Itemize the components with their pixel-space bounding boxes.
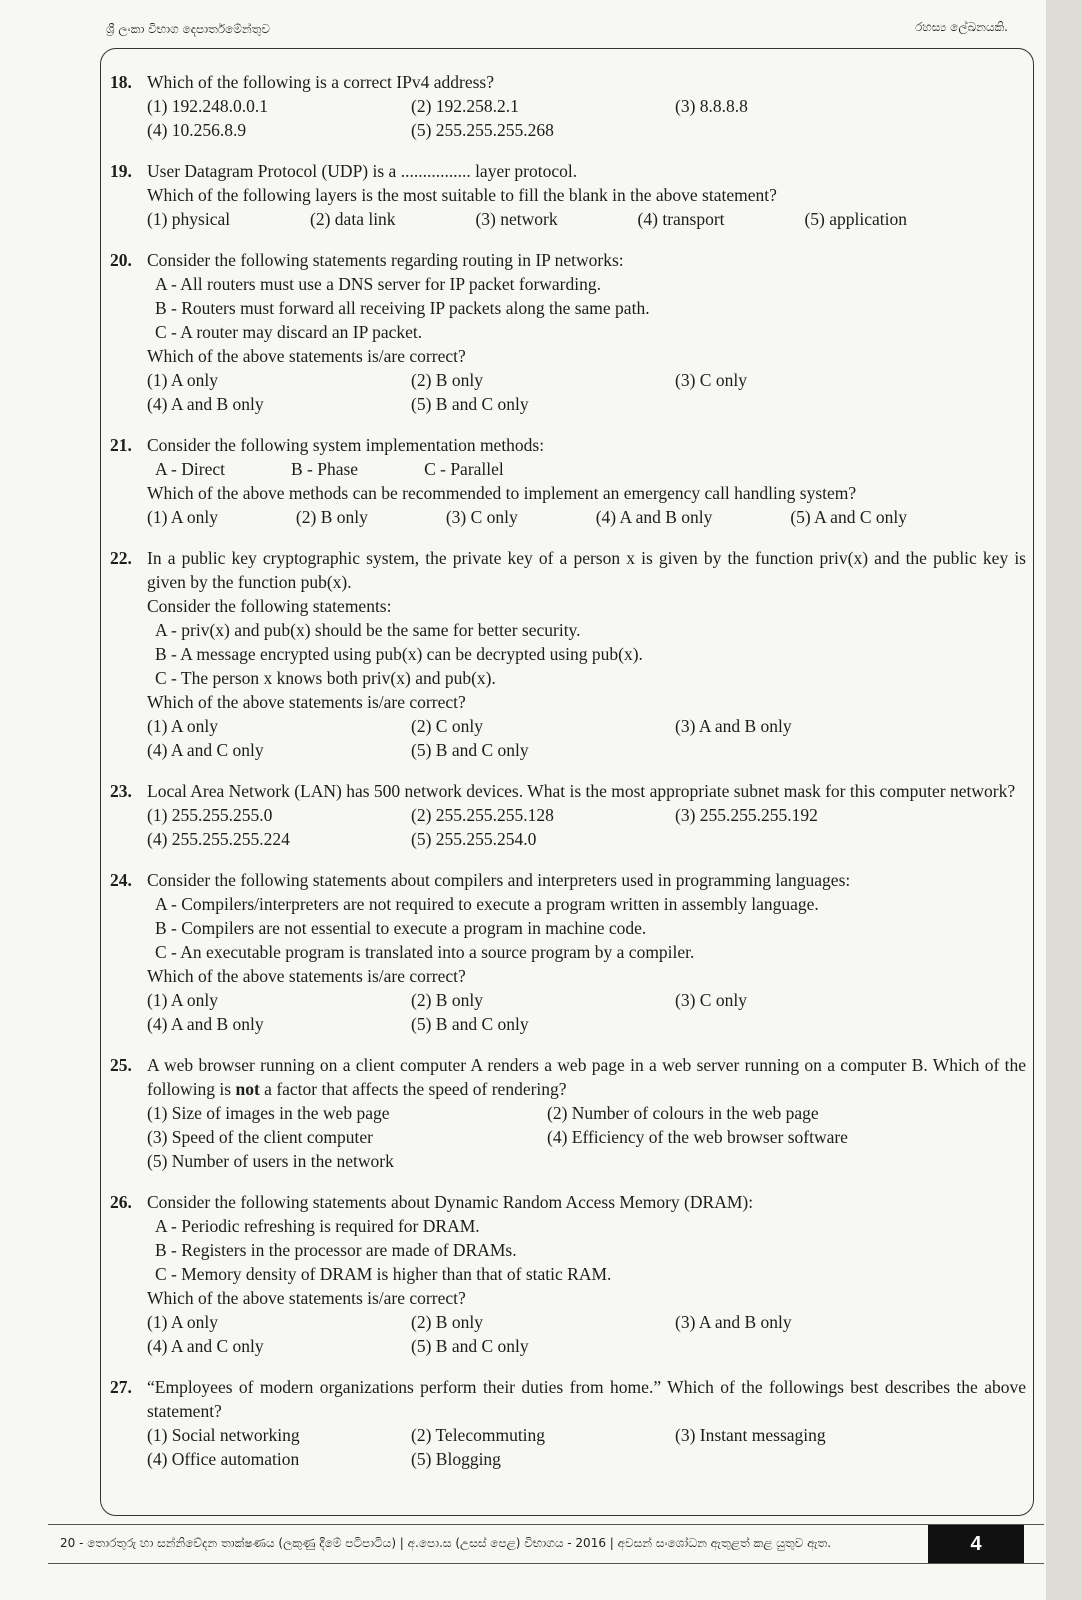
option[interactable]: (5) 255.255.254.0 [411,829,537,849]
question-number: 20. [110,250,132,270]
statement-a: A - Compilers/interpreters are not required to execute a program written in assembly language. [155,894,819,914]
question-stem: Local Area Network (LAN) has 500 network devices. What is the most appropriate subnet mask for this computer network? [147,781,1016,801]
option[interactable]: (2) Telecommuting [411,1425,546,1445]
options [147,1101,1026,1173]
statement-c: C - A router may discard an IP packet. [155,322,423,342]
option[interactable]: (3) A and B only [675,716,792,736]
option[interactable]: (1) Social networking [147,1425,300,1445]
option[interactable]: (3) C only [445,507,518,527]
option[interactable]: (3) 8.8.8.8 [675,96,748,116]
page-edge [1046,0,1082,1600]
question-stem: Which of the following is a correct IPv4 address? [147,72,494,92]
question-ask: Which of the above statements is/are correct? [147,1288,466,1308]
option[interactable]: (3) C only [675,370,747,390]
statement-c: C - The person x knows both priv(x) and pub(x). [155,668,496,688]
question-ask: Which of the above statements is/are correct? [147,692,466,712]
option[interactable]: (1) A only [147,1312,218,1332]
option[interactable]: (5) Number of users in the network [147,1151,394,1171]
question-number: 18. [110,72,132,92]
question-ask: Which of the above statements is/are correct? [147,346,466,366]
option[interactable]: (2) B only [411,370,483,390]
question-number: 27. [110,1377,132,1397]
option[interactable]: (5) A and C only [790,507,907,527]
statement-a: A - Periodic refreshing is required for DRAM. [155,1216,480,1236]
question-stem: User Datagram Protocol (UDP) is a ................ layer protocol. [147,161,578,181]
options [147,94,1026,142]
question-stem: A web browser running on a client computer A renders a web page in a web server running on a computer B. Which of the following is not a factor that affects the speed of rendering? [147,1055,1026,1099]
option[interactable]: (4) Office automation [147,1449,300,1469]
option[interactable]: (5) application [804,209,907,229]
option[interactable]: (1) A only [147,370,218,390]
question-26 [110,1190,1026,1358]
option[interactable]: (5) Blogging [411,1449,501,1469]
question-24 [110,868,1026,1036]
options [147,1423,1026,1471]
question-stem: “Employees of modern organizations perform their duties from home.” Which of the followings best describes the above statement? [147,1377,1026,1421]
statement-b: B - Registers in the processor are made of DRAMs. [155,1240,517,1260]
question-stem: In a public key cryptographic system, the private key of a person x is given by the function priv(x) and the public key is given by the function pub(x). [147,548,1026,592]
option[interactable]: (5) B and C only [411,394,529,414]
question-23 [110,779,1026,851]
option[interactable]: (2) C only [411,716,483,736]
question-22 [110,546,1026,762]
options [147,803,1026,851]
option[interactable]: (1) 192.248.0.0.1 [147,96,269,116]
options [147,368,1026,416]
question-number: 23. [110,781,132,801]
question-number: 21. [110,435,132,455]
question-21 [110,433,1026,529]
option[interactable]: (1) A only [147,990,218,1010]
option[interactable]: (5) B and C only [411,1014,529,1034]
option[interactable]: (4) A and C only [147,740,264,760]
option[interactable]: (4) 10.256.8.9 [147,120,247,140]
question-stem: Consider the following statements about Dynamic Random Access Memory (DRAM): [147,1192,754,1212]
statement-c: C - An executable program is translated into a source program by a compiler. [155,942,695,962]
option[interactable]: (3) 255.255.255.192 [675,805,818,825]
question-19 [110,159,1026,231]
option[interactable]: (3) A and B only [675,1312,792,1332]
option[interactable]: (3) C only [675,990,747,1010]
option[interactable]: (5) 255.255.255.268 [411,120,554,140]
question-stem: Consider the following statements about compilers and interpreters used in programming languages: [147,870,851,890]
method-c: C - Parallel [424,459,504,479]
statement-a: A - All routers must use a DNS server for IP packet forwarding. [155,274,601,294]
question-stem: Consider the following statements regarding routing in IP networks: [147,250,624,270]
option[interactable]: (1) Size of images in the web page [147,1103,390,1123]
option[interactable]: (4) A and B only [147,1014,264,1034]
option[interactable]: (4) A and B only [595,507,713,527]
questions-content [110,70,1026,1488]
statement-b: B - Compilers are not essential to execute a program in machine code. [155,918,647,938]
option[interactable]: (4) Efficiency of the web browser software [547,1127,848,1147]
statement-a: A - priv(x) and pub(x) should be the same for better security. [155,620,581,640]
question-27 [110,1375,1026,1471]
option[interactable]: (4) A and B only [147,394,264,414]
question-number: 26. [110,1192,132,1212]
option[interactable]: (1) A only [147,716,218,736]
question-stem: Consider the following system implementation methods: [147,435,545,455]
question-number: 25. [110,1055,132,1075]
question-ask: Which of the above methods can be recommended to implement an emergency call handling system? [147,483,857,503]
method-b: B - Phase [290,459,359,479]
option[interactable]: (4) 255.255.255.224 [147,829,290,849]
method-a: A - Direct [155,459,225,479]
statement-b: B - A message encrypted using pub(x) can be decrypted using pub(x). [155,644,643,664]
question-stem-2: Consider the following statements: [147,596,392,616]
statement-c: C - Memory density of DRAM is higher than that of static RAM. [155,1264,612,1284]
option[interactable]: (1) 255.255.255.0 [147,805,273,825]
statement-b: B - Routers must forward all receiving IP packets along the same path. [155,298,650,318]
options [147,207,907,231]
page-footer [48,1524,1044,1564]
option[interactable]: (3) Speed of the client computer [147,1127,373,1147]
question-18 [110,70,1026,142]
page-number: 4 [928,1525,1024,1563]
option[interactable]: (1) physical [147,209,231,229]
option[interactable]: (3) Instant messaging [675,1425,826,1445]
emphasis-not: not [235,1079,260,1099]
question-number: 22. [110,548,132,568]
option[interactable]: (2) 192.258.2.1 [411,96,519,116]
option[interactable]: (2) Number of colours in the web page [547,1103,819,1123]
footer-text: 20 - තොරතුරු හා සන්නිවේදන තාක්ෂණය (ලකුණු දීමේ පටිපාටිය) | අ.පො.ස (උසස් පෙළ) විභාගය - 2016 | අවසන් සංශෝධන ඇතුළත් කළ යුතුව ඇත. [60,1536,832,1550]
option[interactable]: (2) B only [295,507,368,527]
methods-list [155,457,1026,481]
option[interactable]: (4) A and C only [147,1336,264,1356]
question-number: 19. [110,161,132,181]
option[interactable]: (2) B only [411,990,483,1010]
option[interactable]: (5) B and C only [411,740,529,760]
header-department: ශ්‍රී ලංකා විභාග දෙපාර්තමේන්තුව [106,22,271,36]
question-20 [110,248,1026,416]
question-stem-2: Which of the following layers is the most suitable to fill the blank in the above statement? [147,185,777,205]
options [147,714,1026,762]
question-number: 24. [110,870,132,890]
header-confidential: රහස්‍ය ලේඛනයකි. [915,20,1008,34]
options [147,505,907,529]
option[interactable]: (5) B and C only [411,1336,529,1356]
option[interactable]: (4) transport [637,209,725,229]
options [147,988,1026,1036]
options [147,1310,1026,1358]
option[interactable]: (2) B only [411,1312,483,1332]
question-25 [110,1053,1026,1173]
option[interactable]: (1) A only [147,507,218,527]
question-ask: Which of the above statements is/are correct? [147,966,466,986]
option[interactable]: (2) 255.255.255.128 [411,805,554,825]
option[interactable]: (2) data link [310,209,396,229]
option[interactable]: (3) network [475,209,558,229]
